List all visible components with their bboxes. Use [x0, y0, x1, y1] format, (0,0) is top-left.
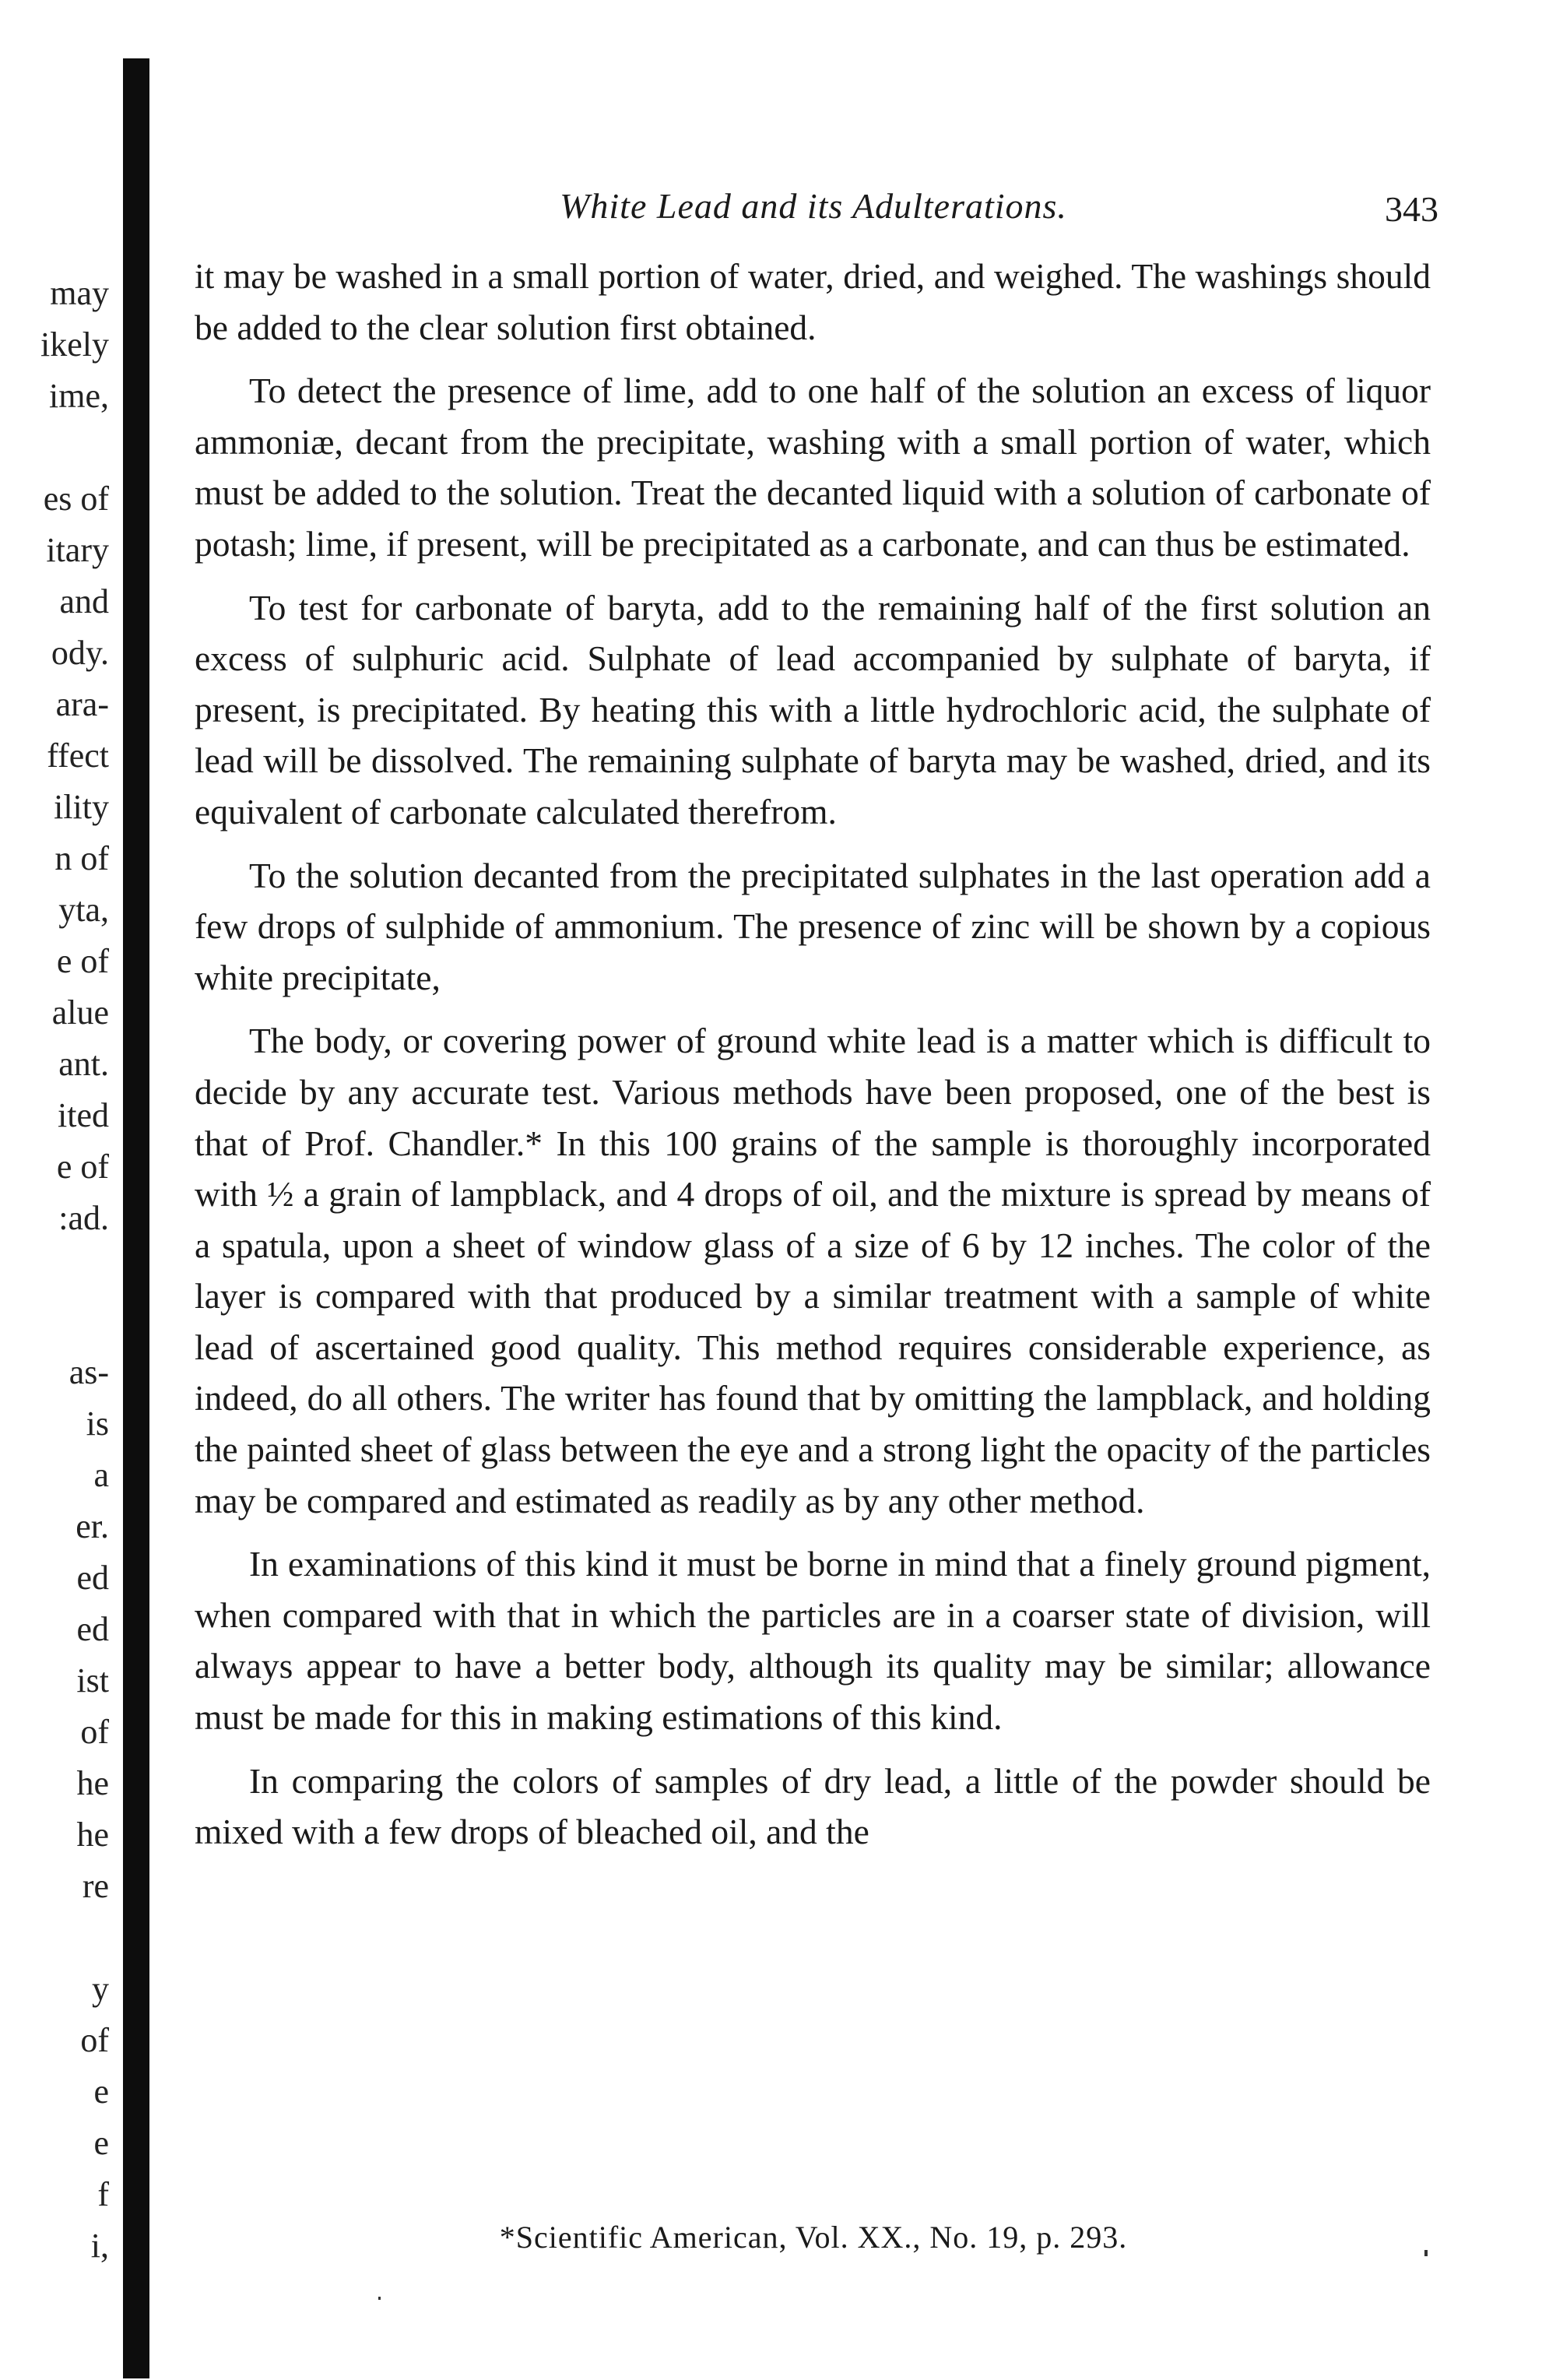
gutter-fragment: ility	[54, 788, 109, 826]
gutter-fragment: re	[82, 1867, 109, 1905]
gutter-fragment: e of	[56, 942, 109, 980]
body-text	[195, 251, 1431, 1858]
paragraph: it may be washed in a small portion of water, dried, and weighed. The washings should be added to the clear solution first obtained.	[195, 256, 1431, 347]
gutter-fragment: ed	[76, 1559, 109, 1597]
gutter-fragment: ara-	[55, 685, 109, 723]
gutter-fragment: es of	[43, 480, 109, 518]
footnote: *Scientific American, Vol. XX., No. 19, p. 293.	[499, 2220, 1128, 2255]
print-speck	[378, 2297, 381, 2300]
paragraph: In examinations of this kind it must be borne in mind that a finely ground pigment, when compared with that in which the particles are in a coarser state of division, will always appear to have a better body, although its quality may be similar; allowance must be made for this in making estimations of this kind.	[195, 1544, 1431, 1738]
gutter-fragment: ody.	[51, 634, 109, 672]
gutter-fragment: ed	[76, 1610, 109, 1648]
gutter-fragment: he	[76, 1816, 109, 1854]
gutter-fragment: may	[50, 274, 109, 312]
print-speck	[1424, 2250, 1428, 2256]
gutter-fragment: e of	[56, 1148, 109, 1186]
binding-shadow	[123, 58, 149, 2378]
running-title: White Lead and its Adulterations.	[560, 186, 1067, 226]
gutter-fragment: and	[59, 582, 109, 620]
gutter-fragment: ffect	[47, 736, 109, 775]
gutter-fragment: itary	[46, 531, 109, 569]
facing-page-gutter	[0, 0, 117, 2380]
gutter-fragment: ikely	[40, 325, 109, 364]
gutter-fragment: a	[93, 1456, 109, 1494]
paragraph: To the solution decanted from the precipitated sulphates in the last operation add a few drops of sulphide of ammonium. The presence of zinc will be shown by a copious white precipitate,	[195, 855, 1431, 997]
gutter-fragment: ist	[76, 1661, 109, 1700]
gutter-fragment: e	[93, 2124, 109, 2162]
gutter-fragment: ime,	[49, 377, 109, 415]
gutter-fragment: i,	[90, 2227, 109, 2265]
page-number: 343	[1385, 189, 1438, 229]
gutter-fragment: of	[80, 2021, 109, 2059]
gutter-fragment: ited	[58, 1096, 109, 1134]
gutter-fragment: alue	[51, 993, 109, 1032]
gutter-fragment: er.	[76, 1507, 109, 1545]
gutter-fragment: e	[93, 2072, 109, 2111]
paragraph: To test for carbonate of baryta, add to the remaining half of the first solution an excess of sulphuric acid. Sulphate of lead accompanied by sulphate of baryta, if present, is precipitated. By heating this with a little hydrochloric acid, the sulphate of lead will be dissolved. The remaining sulphate of baryta may be washed, dried, and its equivalent of carbonate calculated therefrom.	[195, 587, 1431, 831]
gutter-fragment: y	[92, 1970, 109, 2008]
gutter-fragment: as-	[68, 1353, 109, 1391]
gutter-fragment: he	[76, 1764, 109, 1802]
gutter-fragment: ant.	[58, 1045, 109, 1083]
gutter-fragment: :ad.	[58, 1199, 109, 1237]
paragraph: The body, or covering power of ground white lead is a matter which is difficult to decide by any accurate test. Various methods have been proposed, one of the best is that of Prof. Chandler.* In this 100 grains of the sample is thoroughly incorporated with ½ a grain of lampblack, and 4 drops of oil, and the mixture is spread by means of a spatula, upon a sheet of window glass of a size of 6 by 12 inches. The color of the layer is compared with that produced by a similar treatment with a sample of white lead of ascertained good quality. This method requires considerable experience, as indeed, do all others. The writer has found that by omitting the lampblack, and holding the painted sheet of glass between the eye and a strong light the opacity of the particles may be compared and estimated as readily as by any other method.	[195, 1021, 1431, 1520]
gutter-fragment: n of	[54, 839, 109, 877]
page-header	[195, 181, 1438, 243]
gutter-fragment: yta,	[58, 891, 109, 929]
gutter-fragment: f	[97, 2175, 109, 2213]
paragraph: In comparing the colors of samples of dry lead, a little of the powder should be mixed with a few drops of bleached oil, and the	[195, 1760, 1431, 1852]
gutter-fragment: of	[80, 1713, 109, 1751]
gutter-fragment: is	[86, 1404, 109, 1443]
paragraph: To detect the presence of lime, add to one half of the solution an excess of liquor ammoniæ, decant from the precipitate, washing with a small portion of water, which must be added to the solution. Treat the decanted liquid with a solution of carbonate of potash; lime, if present, will be precipitated as a carbonate, and can thus be estimated.	[195, 371, 1431, 564]
